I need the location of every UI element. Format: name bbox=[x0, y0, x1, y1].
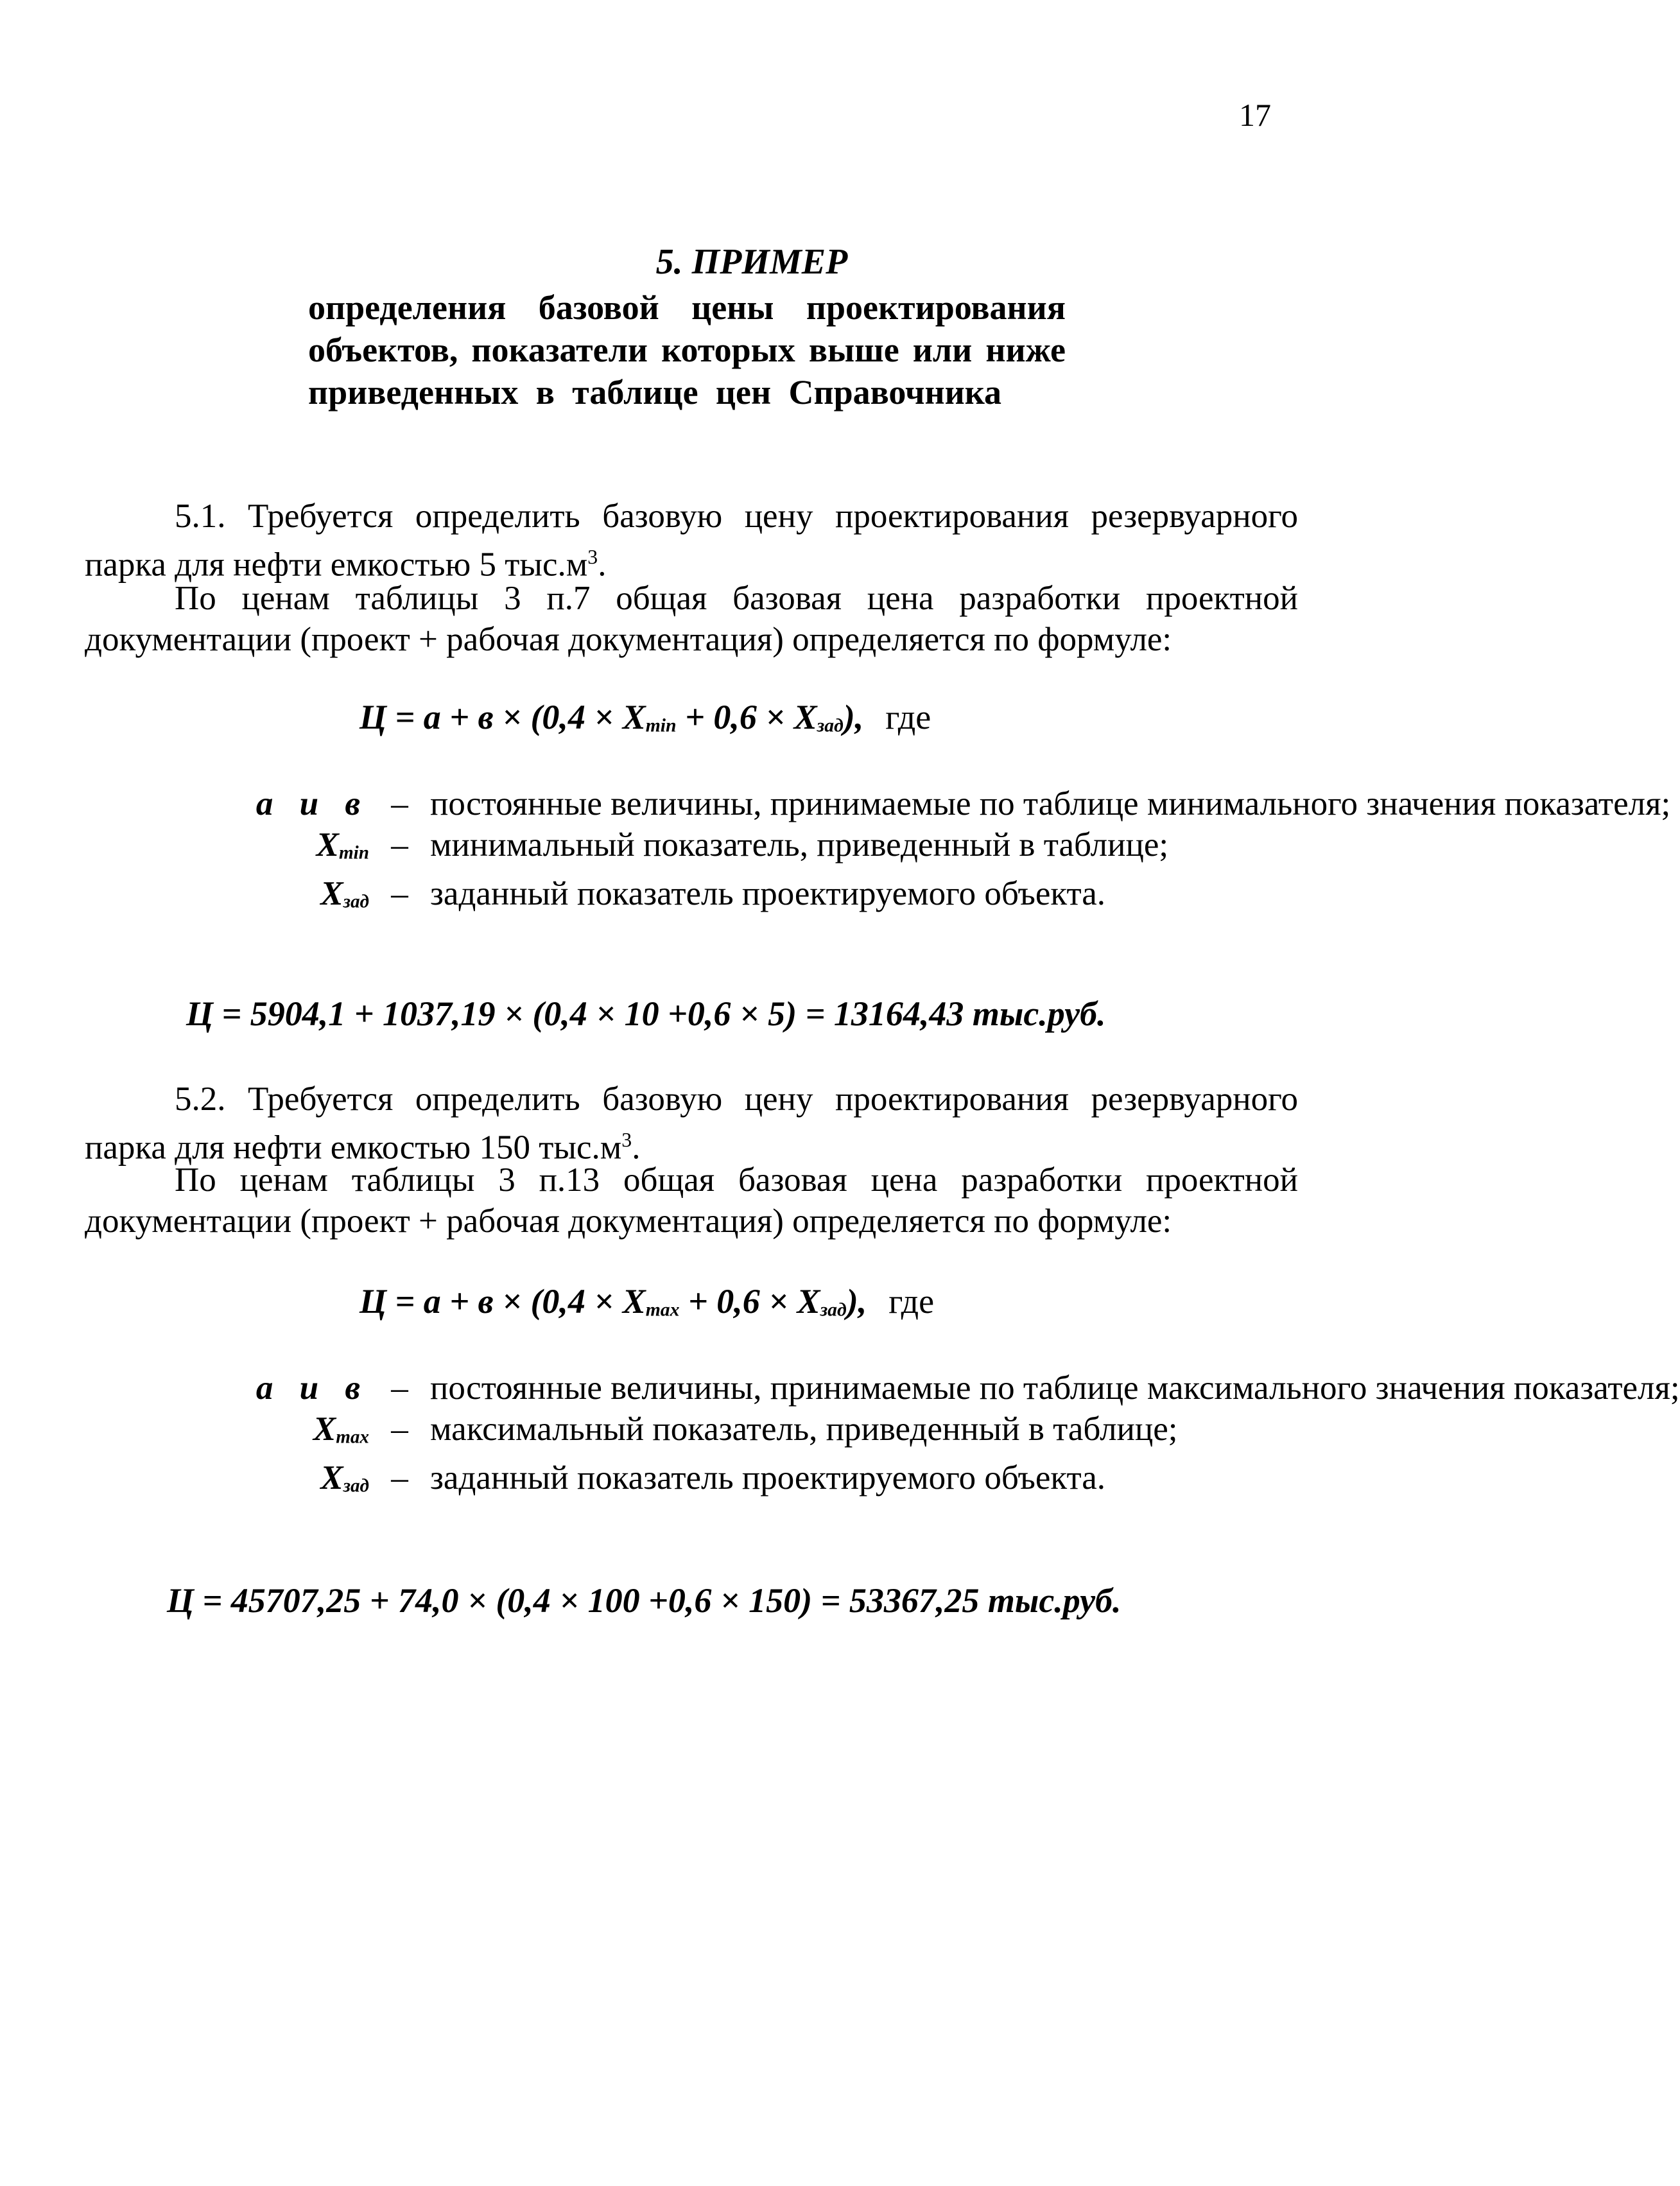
result-5-2: Ц = 45707,25 + 74,0 × (0,4 × 100 +0,6 × 150) = 53367,25 тыс.руб. bbox=[167, 1581, 1121, 1620]
paragraph-5-1-method: По ценам таблицы 3 п.7 общая базовая цена разработки проектной документации (проект + рабочая документация) определяется по формуле: bbox=[85, 580, 1298, 658]
definition-row: $X_{min}$ – минимальный показатель, приведенный в таблице; bbox=[316, 826, 1169, 863]
section-subtitle bbox=[308, 286, 1066, 413]
definitions-5-2 bbox=[244, 1367, 1680, 1507]
paragraph-5-1-task: 5.1. Требуется определить базовую цену проектирования резервуарного парка для нефти емкостью 5 $тыс.м^3$. bbox=[85, 498, 1298, 584]
section-title: 5. ПРИМЕР bbox=[655, 242, 848, 282]
definition-row: $X_{max}$ – максимальный показатель, приведенный в таблице; bbox=[313, 1410, 1178, 1448]
page-number: 17 bbox=[1239, 97, 1271, 133]
paragraph-5-2-task: 5.2. Требуется определить базовую цену проектирования резервуарного парка для нефти емкостью 150 $тыс.м^3$. bbox=[85, 1080, 1298, 1167]
formula-5-2: $Ц = а + в \times (0,4 \times X_{max} + 0,6 \times X_{зад})$, где bbox=[359, 1282, 935, 1321]
definition-row: $X_{зад}$ – заданный показатель проектируемого объекта. bbox=[320, 1459, 1106, 1497]
paragraph-5-2-method: По ценам таблицы 3 п.13 общая базовая цена разработки проектной документации (проект + рабочая документация) определяется по формуле: bbox=[85, 1161, 1298, 1240]
subtitle-line-2: объектов, показатели которых выше или ниже bbox=[308, 331, 1066, 369]
definition-row: а и в – постоянные величины, принимаемые по таблице минимального значения показателя; bbox=[255, 785, 1671, 822]
definition-row: а и в – постоянные величины, принимаемые по таблице максимального значения показателя; bbox=[255, 1369, 1680, 1407]
definitions-5-1 bbox=[244, 783, 1671, 923]
definition-row: $X_{зад}$ – заданный показатель проектируемого объекта. bbox=[320, 875, 1106, 913]
formula-5-1: $Ц = а + в \times (0,4 \times X_{min} + 0,6 \times X_{зад})$, где bbox=[359, 698, 931, 736]
result-5-1: Ц = 5904,1 + 1037,19 × (0,4 × 10 +0,6 × 5) = 13164,43 тыс.руб. bbox=[186, 994, 1106, 1033]
subtitle-line-3: приведенных в таблице цен Справочника bbox=[308, 373, 1001, 412]
subtitle-line-1: определения базовой цены проектирования bbox=[308, 288, 1066, 327]
